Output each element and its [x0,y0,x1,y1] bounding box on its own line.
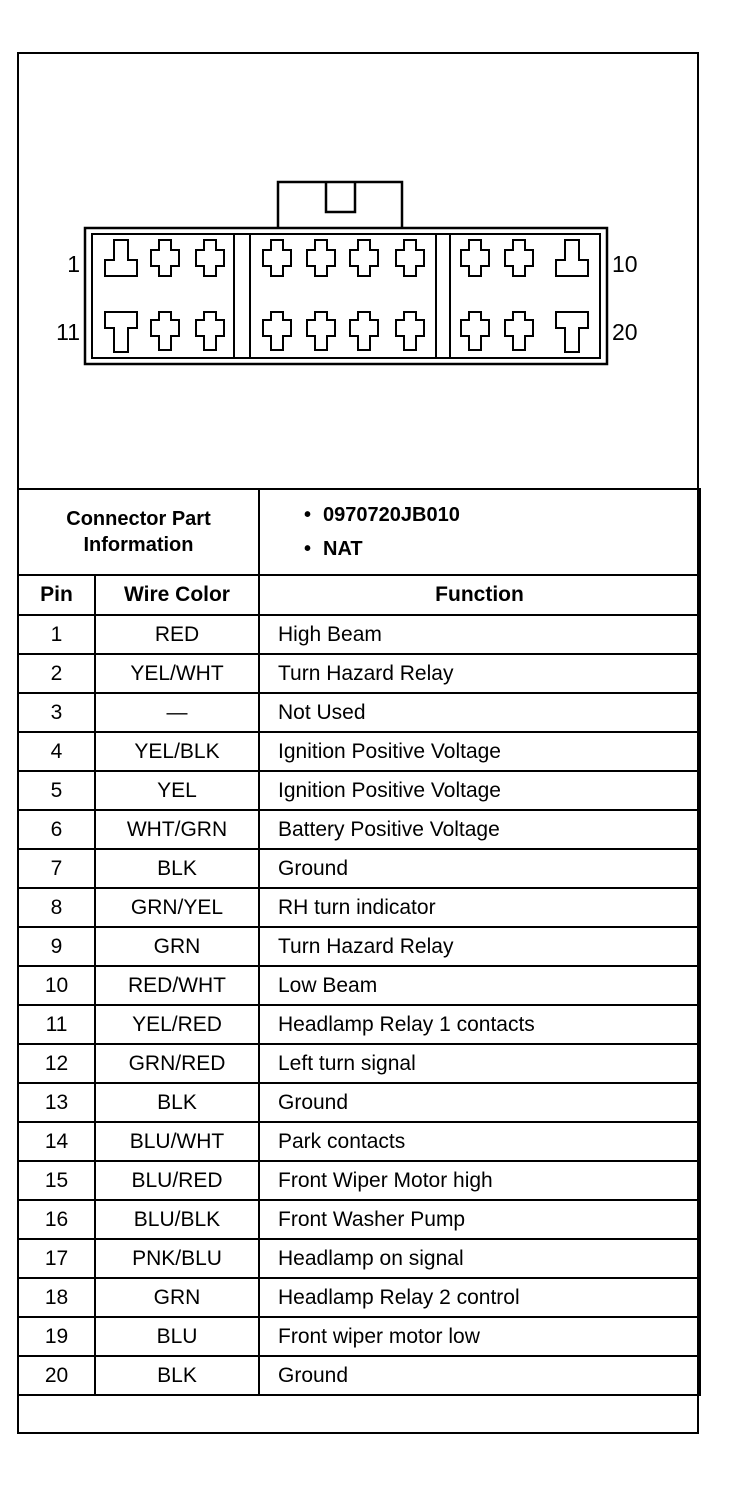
pin-cell: 8 [18,888,95,927]
connector-body [85,228,607,364]
pin-cell: 18 [18,1278,95,1317]
table-row [18,654,700,693]
table-row [18,1161,700,1200]
function-cell: Front Washer Pump [259,1200,700,1239]
part-info-label: Connector Part Information [18,489,259,575]
pin-cell: 1 [18,615,95,654]
wire-color-cell: GRN/RED [95,1044,259,1083]
function-cell: Turn Hazard Relay [259,927,700,966]
column-header-wire-color: Wire Color [95,575,259,615]
pin-cell: 15 [18,1161,95,1200]
pin-label-11: 11 [56,319,80,345]
pin-table [17,488,701,1396]
wire-color-cell: GRN/YEL [95,888,259,927]
part-info-item: • NAT [304,532,699,566]
pin-cell: 5 [18,771,95,810]
function-cell: Park contacts [259,1122,700,1161]
pin-cell: 20 [18,1356,95,1395]
function-cell: RH turn indicator [259,888,700,927]
pin-cell: 6 [18,810,95,849]
pin-cell: 19 [18,1317,95,1356]
part-info-row [18,489,700,575]
table-row [18,1239,700,1278]
table-row [18,888,700,927]
table-row [18,1122,700,1161]
wire-color-cell: BLU [95,1317,259,1356]
table-row [18,1005,700,1044]
part-info-item: • 0970720JB010 [304,498,699,532]
connector-latch [278,182,402,228]
wire-color-cell: WHT/GRN [95,810,259,849]
function-cell: Ground [259,849,700,888]
wire-color-cell: GRN [95,1278,259,1317]
table-row [18,849,700,888]
wire-color-cell: BLK [95,1356,259,1395]
part-info-list [259,489,700,575]
wire-color-cell: RED [95,615,259,654]
pin-cell: 3 [18,693,95,732]
wire-color-cell: BLU/WHT [95,1122,259,1161]
pin-cell: 13 [18,1083,95,1122]
wire-color-cell: — [95,693,259,732]
pin-label-10: 10 [612,251,638,277]
table-row [18,1044,700,1083]
table-row [18,1200,700,1239]
function-cell: Front wiper motor low [259,1317,700,1356]
function-cell: Battery Positive Voltage [259,810,700,849]
table-row [18,810,700,849]
wire-color-cell: BLU/BLK [95,1200,259,1239]
wire-color-cell: PNK/BLU [95,1239,259,1278]
table-row [18,966,700,1005]
connector-face-diagram [0,0,736,488]
pin-cell: 2 [18,654,95,693]
function-cell: Ground [259,1083,700,1122]
pin-cell: 9 [18,927,95,966]
pin-cell: 10 [18,966,95,1005]
pin-label-1: 1 [67,251,80,277]
function-cell: Left turn signal [259,1044,700,1083]
wire-color-cell: BLK [95,1083,259,1122]
pin-label-20: 20 [612,319,638,345]
function-cell: Ignition Positive Voltage [259,732,700,771]
function-cell: Headlamp Relay 1 contacts [259,1005,700,1044]
function-cell: Front Wiper Motor high [259,1161,700,1200]
table-row [18,1278,700,1317]
wire-color-cell: BLK [95,849,259,888]
function-cell: Not Used [259,693,700,732]
table-row [18,732,700,771]
wire-color-cell: YEL/RED [95,1005,259,1044]
wire-color-cell: BLU/RED [95,1161,259,1200]
pin-cell: 11 [18,1005,95,1044]
function-cell: Ground [259,1356,700,1395]
function-cell: Headlamp on signal [259,1239,700,1278]
function-cell: Low Beam [259,966,700,1005]
pin-cell: 16 [18,1200,95,1239]
table-row [18,771,700,810]
function-cell: Turn Hazard Relay [259,654,700,693]
column-header-function: Function [259,575,700,615]
pin-cell: 14 [18,1122,95,1161]
table-row [18,1356,700,1395]
function-cell: Headlamp Relay 2 control [259,1278,700,1317]
wire-color-cell: RED/WHT [95,966,259,1005]
function-cell: Ignition Positive Voltage [259,771,700,810]
wire-color-cell: YEL [95,771,259,810]
pin-cell: 7 [18,849,95,888]
wire-color-cell: YEL/BLK [95,732,259,771]
pin-cell: 4 [18,732,95,771]
table-row [18,615,700,654]
table-row [18,927,700,966]
table-row [18,693,700,732]
table-row [18,1317,700,1356]
table-row [18,1083,700,1122]
function-cell: High Beam [259,615,700,654]
column-header-pin: Pin [18,575,95,615]
pin-cell: 12 [18,1044,95,1083]
wire-color-cell: YEL/WHT [95,654,259,693]
column-header-row [18,575,700,615]
wire-color-cell: GRN [95,927,259,966]
pin-cell: 17 [18,1239,95,1278]
